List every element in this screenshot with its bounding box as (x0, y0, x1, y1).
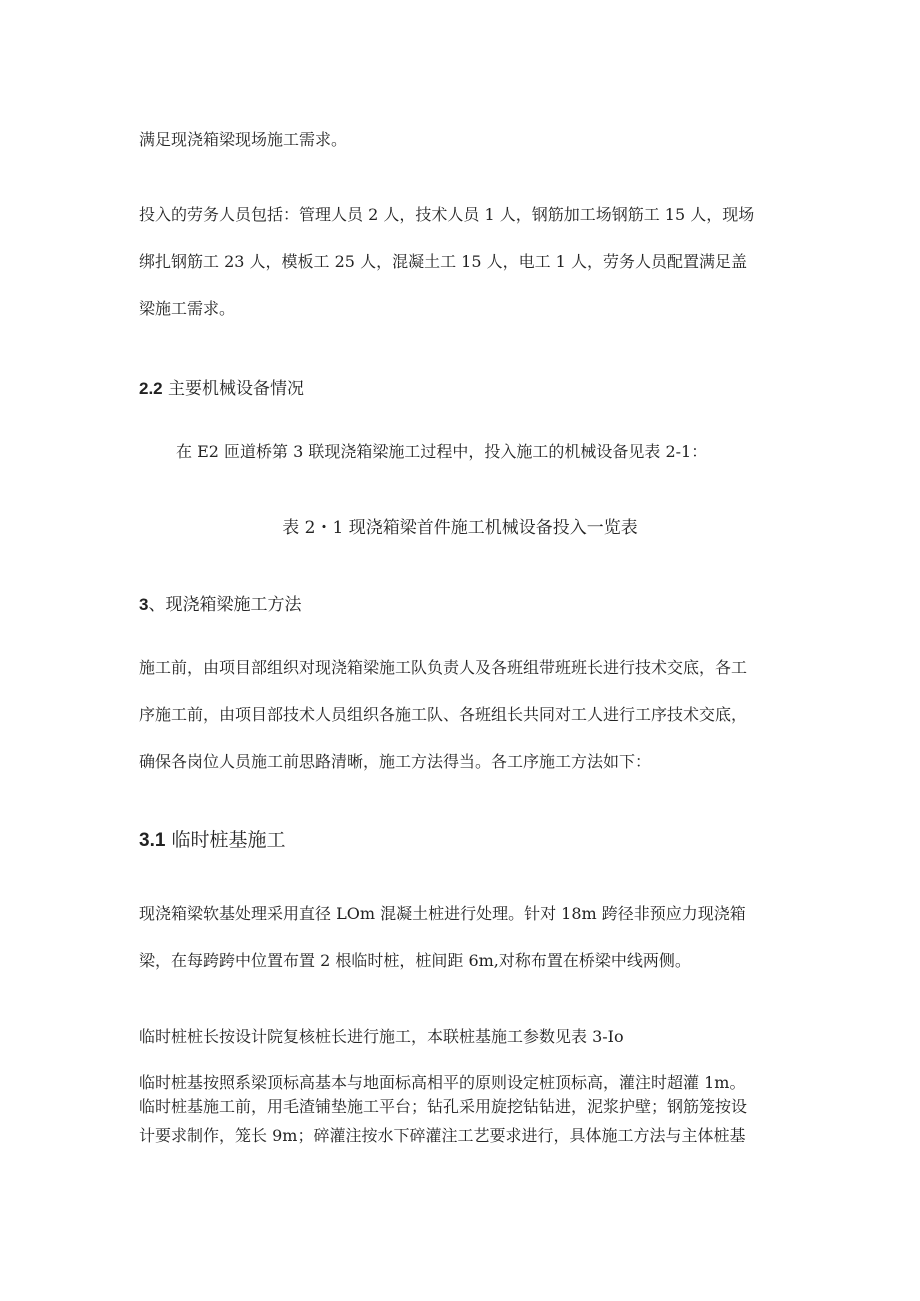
labor-paragraph-line-2: 绑扎钢筋工 23 人，模板工 25 人，混凝土工 15 人，电工 1 人，劳务人员配置满足盖 (139, 252, 747, 271)
section-number: 3 (139, 595, 149, 614)
pile-length-paragraph: 临时桩桩长按设计院复核桩长进行施工，本联桩基施工参数见表 3-Io (139, 1027, 624, 1046)
piles-paragraph-line-1: 现浇箱梁软基处理采用直径 LOm 混凝土桩进行处理。针对 18m 跨径非预应力现浇箱 (139, 904, 746, 923)
method-paragraph-line-1: 施工前，由项目部组织对现浇箱梁施工队负责人及各班组带班班长进行技术交底，各工 (139, 658, 748, 677)
pile-process-paragraph-line-1: 临时桩基施工前，用毛渣铺垫施工平台；钻孔采用旋挖钻钻进，泥浆护壁；钢筋笼按设 (139, 1097, 748, 1116)
equipment-intro-paragraph: 在 E2 匝道桥第 3 联现浇箱梁施工过程中，投入施工的机械设备见表 2-1： (176, 442, 708, 461)
piles-paragraph-line-2: 梁，在每跨跨中位置布置 2 根临时桩，桩间距 6m,对称布置在桥梁中线两侧。 (139, 951, 691, 970)
pile-process-paragraph-line-2: 计要求制作，笼长 9m；碎灌注按水下碎灌注工艺要求进行，具体施工方法与主体桩基 (139, 1126, 746, 1145)
pile-top-paragraph: 临时桩基按照系梁顶标高基本与地面标高相平的原则设定桩顶标高，灌注时超灌 1m。 (139, 1073, 746, 1092)
intro-tail-paragraph: 满足现浇箱梁现场施工需求。 (139, 130, 348, 149)
section-title: 、现浇箱梁施工方法 (148, 595, 302, 615)
labor-paragraph-line-3: 梁施工需求。 (139, 299, 236, 318)
section-number: 2.2 (139, 379, 163, 398)
section-title: 主要机械设备情况 (168, 379, 305, 399)
section-2-2-heading (139, 378, 304, 400)
section-title: 临时桩基施工 (171, 829, 286, 851)
section-3-1-heading (139, 829, 285, 852)
labor-paragraph-line-1: 投入的劳务人员包括：管理人员 2 人，技术人员 1 人，钢筋加工场钢筋工 15 人，现场 (139, 205, 755, 224)
section-3-heading (139, 594, 301, 616)
method-paragraph-line-2: 序施工前，由项目部技术人员组织各施工队、各班组长共同对工人进行工序技术交底， (139, 705, 748, 724)
section-number: 3.1 (139, 830, 166, 851)
table-caption: 表 2・1 现浇箱梁首件施工机械设备投入一览表 (282, 518, 638, 538)
method-paragraph-line-3: 确保各岗位人员施工前思路清晰，施工方法得当。各工序施工方法如下： (139, 752, 652, 771)
